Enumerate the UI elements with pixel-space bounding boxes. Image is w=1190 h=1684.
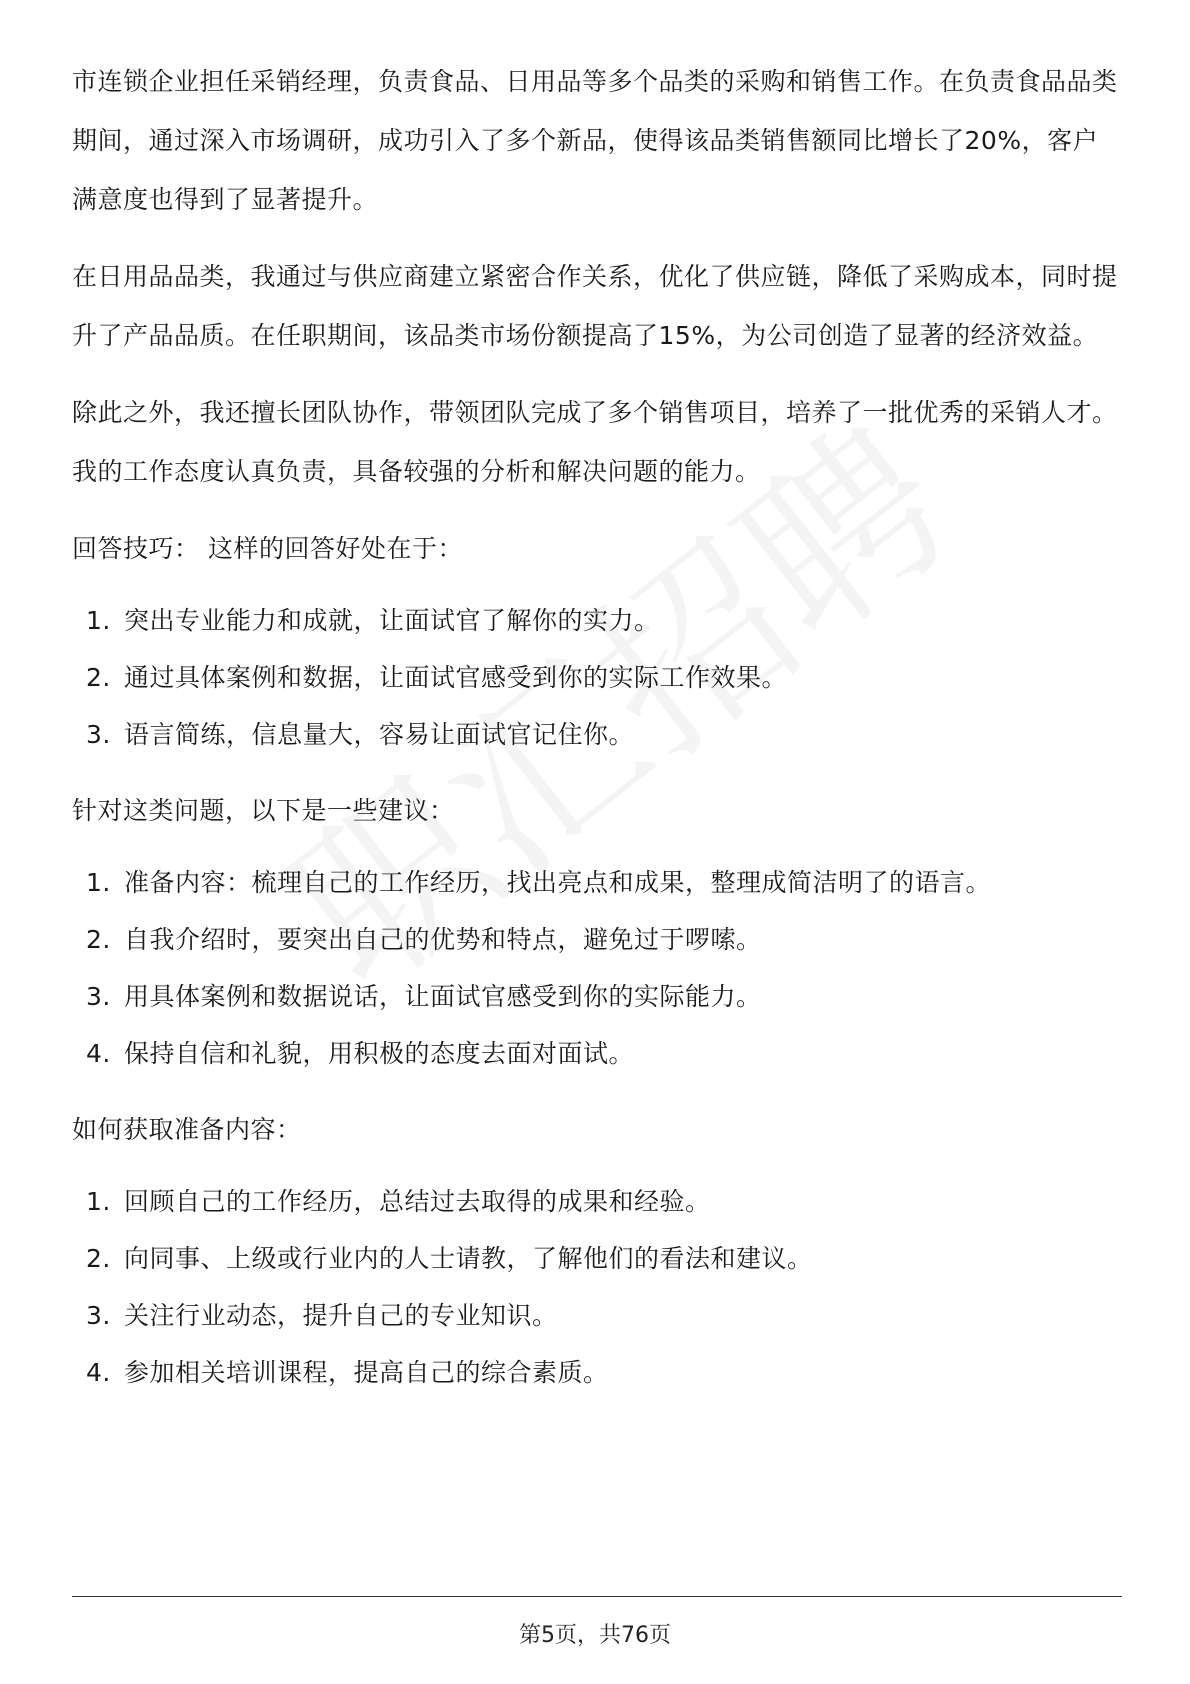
- list-item-text: 保持自信和礼貌，用积极的态度去面对面试。: [124, 1039, 635, 1068]
- list-item-text: 突出专业能力和成就，让面试官了解你的实力。: [124, 606, 660, 635]
- list-item-text: 通过具体案例和数据，让面试官感受到你的实际工作效果。: [124, 663, 788, 692]
- preparation-list: [72, 1173, 1122, 1401]
- list-number: 1.: [86, 1187, 111, 1216]
- document-body: [72, 52, 1122, 1419]
- list-item-text: 参加相关培训课程，提高自己的综合素质。: [124, 1358, 609, 1387]
- list-item: [72, 1230, 1122, 1287]
- page-number: 第5页，共76页: [519, 1623, 671, 1648]
- list-number: 2.: [86, 663, 111, 692]
- list-item-text: 回顾自己的工作经历，总结过去取得的成果和经验。: [124, 1187, 711, 1216]
- list-number: 3.: [86, 720, 111, 749]
- section-heading-answer-tips: 回答技巧： 这样的回答好处在于：: [72, 534, 463, 563]
- list-number: 1.: [86, 868, 111, 897]
- list-item: [72, 1344, 1122, 1401]
- list-item: [72, 1025, 1122, 1082]
- paragraph-3: 除此之外，我还擅长团队协作，带领团队完成了多个销售项目，培养了一批优秀的采销人才。我的工作态度认真负责，具备较强的分析和解决问题的能力。: [72, 398, 1118, 486]
- answer-tips-list: [72, 592, 1122, 763]
- list-item-text: 自我介绍时，要突出自己的优势和特点，避免过于啰嗦。: [124, 925, 762, 954]
- list-number: 2.: [86, 925, 111, 954]
- section-heading-suggestions: 针对这类问题，以下是一些建议：: [72, 796, 455, 825]
- list-item-text: 关注行业动态，提升自己的专业知识。: [124, 1301, 558, 1330]
- list-item-text: 语言简练，信息量大，容易让面试官记住你。: [124, 720, 635, 749]
- list-number: 4.: [86, 1039, 111, 1068]
- paragraph-1: 市连锁企业担任采销经理，负责食品、日用品等多个品类的采购和销售工作。在负责食品品类期间，通过深入市场调研，成功引入了多个新品，使得该品类销售额同比增长了20%，客户满意度也得到了显著提升。: [72, 67, 1118, 214]
- list-number: 4.: [86, 1358, 111, 1387]
- list-item: [72, 968, 1122, 1025]
- list-item-text: 向同事、上级或行业内的人士请教，了解他们的看法和建议。: [124, 1244, 813, 1273]
- paragraph-2: 在日用品品类，我通过与供应商建立紧密合作关系，优化了供应链，降低了采购成本，同时提升了产品品质。在任职期间，该品类市场份额提高了15%，为公司创造了显著的经济效益。: [72, 262, 1118, 350]
- list-number: 1.: [86, 606, 111, 635]
- list-item: [72, 854, 1122, 911]
- list-number: 2.: [86, 1244, 111, 1273]
- suggestions-list: [72, 854, 1122, 1082]
- list-item: [72, 706, 1122, 763]
- list-item: [72, 1287, 1122, 1344]
- list-number: 3.: [86, 1301, 111, 1330]
- list-item: [72, 1173, 1122, 1230]
- list-item: [72, 649, 1122, 706]
- list-number: 3.: [86, 982, 111, 1011]
- footer-divider: [72, 1596, 1122, 1597]
- list-item-text: 准备内容：梳理自己的工作经历，找出亮点和成果，整理成简洁明了的语言。: [124, 868, 992, 897]
- list-item-text: 用具体案例和数据说话，让面试官感受到你的实际能力。: [124, 982, 762, 1011]
- list-item: [72, 911, 1122, 968]
- list-item: [72, 592, 1122, 649]
- section-heading-preparation: 如何获取准备内容：: [72, 1115, 302, 1144]
